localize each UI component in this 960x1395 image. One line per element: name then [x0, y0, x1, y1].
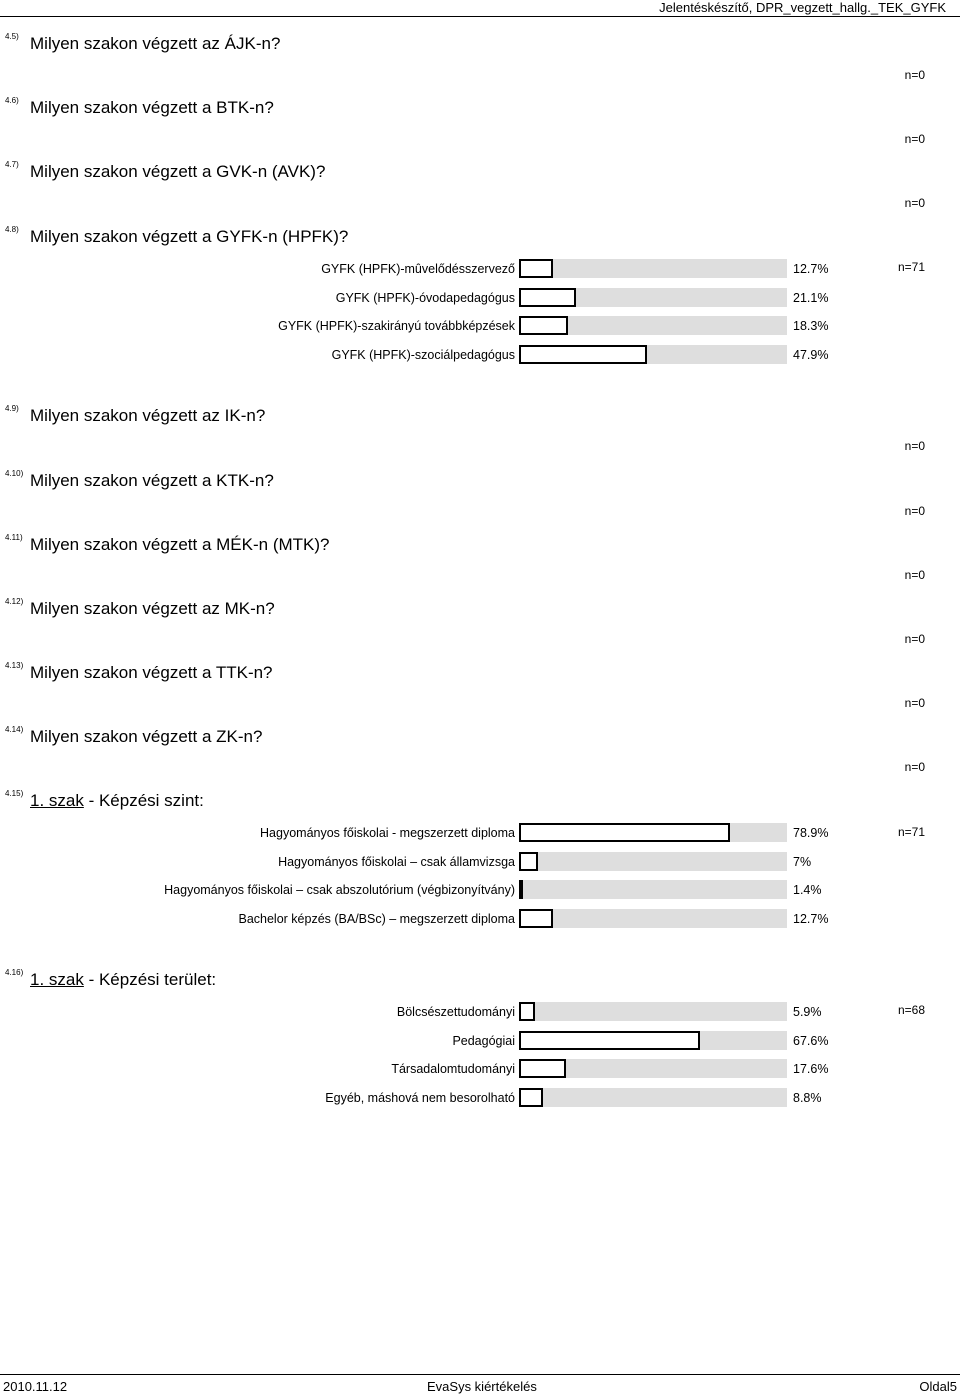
answer-percentage: 1.4% [793, 883, 822, 897]
answer-bar-track [519, 345, 787, 364]
answer-bar-fill [519, 909, 553, 928]
answer-row [0, 1059, 960, 1081]
response-count: n=0 [904, 196, 925, 210]
question-number: 4.9) [5, 404, 19, 413]
question-title-underlined: 1. szak [30, 970, 84, 989]
answer-label: Hagyományos főiskolai – csak abszolutórium (végbizonyítvány) [164, 883, 515, 897]
answer-label: GYFK (HPFK)-szakirányú továbbképzések [278, 319, 515, 333]
question-title-text: Milyen szakon végzett a BTK-n? [30, 98, 274, 117]
answer-bar-fill [519, 1002, 535, 1021]
answer-bar-track [519, 259, 787, 278]
question-title-text: Milyen szakon végzett az ÁJK-n? [30, 34, 281, 53]
answer-percentage: 67.6% [793, 1034, 829, 1048]
question-title [30, 727, 262, 747]
response-count: n=71 [897, 260, 925, 274]
question-title [30, 34, 280, 54]
question-title [30, 599, 275, 619]
question-number: 4.15) [5, 789, 24, 798]
answer-bar-fill [519, 880, 523, 899]
answer-percentage: 21.1% [793, 291, 829, 305]
response-count: n=0 [904, 632, 925, 646]
answer-bar-fill [519, 1088, 543, 1107]
answer-label: Társadalomtudományi [391, 1062, 515, 1076]
answer-percentage: 78.9% [793, 826, 829, 840]
answer-bar-track [519, 288, 787, 307]
answer-row [0, 823, 960, 845]
question-title-text: Milyen szakon végzett a GVK-n (AVK)? [30, 162, 326, 181]
question-title-underlined: 1. szak [30, 791, 84, 810]
question-title-text: Milyen szakon végzett a MÉK-n (MTK)? [30, 535, 330, 554]
question-title [30, 791, 204, 811]
answer-percentage: 12.7% [793, 262, 829, 276]
answer-percentage: 47.9% [793, 348, 829, 362]
response-count: n=0 [904, 696, 925, 710]
answer-row [0, 1002, 960, 1024]
question-title [30, 227, 348, 247]
answer-row [0, 345, 960, 367]
answer-bar-track [519, 316, 787, 335]
answer-percentage: 12.7% [793, 912, 829, 926]
answer-label: Hagyományos főiskolai – csak államvizsga [278, 855, 515, 869]
response-count: n=0 [904, 132, 925, 146]
question-title [30, 970, 216, 990]
question-number: 4.13) [5, 661, 24, 670]
answer-bar-track [519, 1059, 787, 1078]
answer-bar-fill [519, 259, 553, 278]
question-title [30, 162, 325, 182]
answer-label: GYFK (HPFK)-mûvelődésszervező [321, 262, 515, 276]
response-count: n=71 [897, 825, 925, 839]
answer-bar-track [519, 823, 787, 842]
question-number: 4.12) [5, 597, 24, 606]
answer-bar-fill [519, 288, 576, 307]
answer-bar-track [519, 852, 787, 871]
answer-label: Bachelor képzés (BA/BSc) – megszerzett diploma [238, 912, 515, 926]
response-count: n=0 [904, 439, 925, 453]
question-title-text: Milyen szakon végzett az IK-n? [30, 406, 266, 425]
question-number: 4.5) [5, 32, 19, 41]
question-number: 4.16) [5, 968, 24, 977]
question-number: 4.7) [5, 160, 19, 169]
response-count: n=68 [897, 1003, 925, 1017]
question-title [30, 663, 273, 683]
answer-bar-fill [519, 1059, 566, 1078]
question-title-text: - Képzési terület: [83, 970, 217, 989]
answer-bar-fill [519, 852, 538, 871]
question-title-text: Milyen szakon végzett a TTK-n? [30, 663, 273, 682]
answer-percentage: 18.3% [793, 319, 829, 333]
question-title [30, 471, 274, 491]
answer-bar-fill [519, 316, 568, 335]
report-header-title: Jelentéskészítő, DPR_vegzett_hallg._TEK_GYFK [659, 0, 946, 15]
footer-divider [0, 1374, 960, 1375]
answer-row [0, 259, 960, 281]
answer-bar-fill [519, 823, 730, 842]
question-title-text: Milyen szakon végzett a GYFK-n (HPFK)? [30, 227, 349, 246]
answer-row [0, 1031, 960, 1053]
answer-label: Egyéb, máshová nem besorolható [325, 1091, 515, 1105]
answer-row [0, 316, 960, 338]
response-count: n=0 [904, 68, 925, 82]
answer-percentage: 7% [793, 855, 812, 869]
answer-bar-fill [519, 1031, 700, 1050]
answer-label: Pedagógiai [452, 1034, 515, 1048]
question-title [30, 535, 329, 555]
answer-bar-track [519, 1002, 787, 1021]
question-title-text: Milyen szakon végzett a ZK-n? [30, 727, 263, 746]
answer-label: GYFK (HPFK)-szociálpedagógus [331, 348, 515, 362]
answer-row [0, 1088, 960, 1110]
answer-label: Bölcsészettudományi [396, 1005, 515, 1019]
answer-row [0, 852, 960, 874]
response-count: n=0 [904, 568, 925, 582]
answer-bar-track [519, 880, 787, 899]
answer-bar-fill [519, 345, 647, 364]
answer-label: Hagyományos főiskolai - megszerzett diploma [260, 826, 515, 840]
answer-percentage: 8.8% [793, 1091, 822, 1105]
question-title [30, 406, 265, 426]
footer-title: EvaSys kiértékelés [427, 1379, 537, 1394]
response-count: n=0 [904, 760, 925, 774]
answer-label: GYFK (HPFK)-óvodapedagógus [335, 291, 515, 305]
question-number: 4.14) [5, 725, 24, 734]
question-title [30, 98, 274, 118]
answer-bar-track [519, 1088, 787, 1107]
question-number: 4.6) [5, 96, 19, 105]
question-title-text: Milyen szakon végzett a KTK-n? [30, 471, 274, 490]
answer-percentage: 5.9% [793, 1005, 822, 1019]
answer-percentage: 17.6% [793, 1062, 829, 1076]
question-number: 4.10) [5, 469, 24, 478]
answer-row [0, 288, 960, 310]
question-title-text: - Képzési szint: [83, 791, 204, 810]
question-title-text: Milyen szakon végzett az MK-n? [30, 599, 275, 618]
answer-bar-track [519, 1031, 787, 1050]
footer-date: 2010.11.12 [3, 1379, 68, 1394]
answer-row [0, 909, 960, 931]
answer-row [0, 880, 960, 902]
footer-page-number: Oldal5 [919, 1379, 957, 1394]
response-count: n=0 [904, 504, 925, 518]
question-number: 4.11) [5, 533, 23, 542]
header-divider [0, 16, 960, 17]
question-number: 4.8) [5, 225, 19, 234]
answer-bar-track [519, 909, 787, 928]
